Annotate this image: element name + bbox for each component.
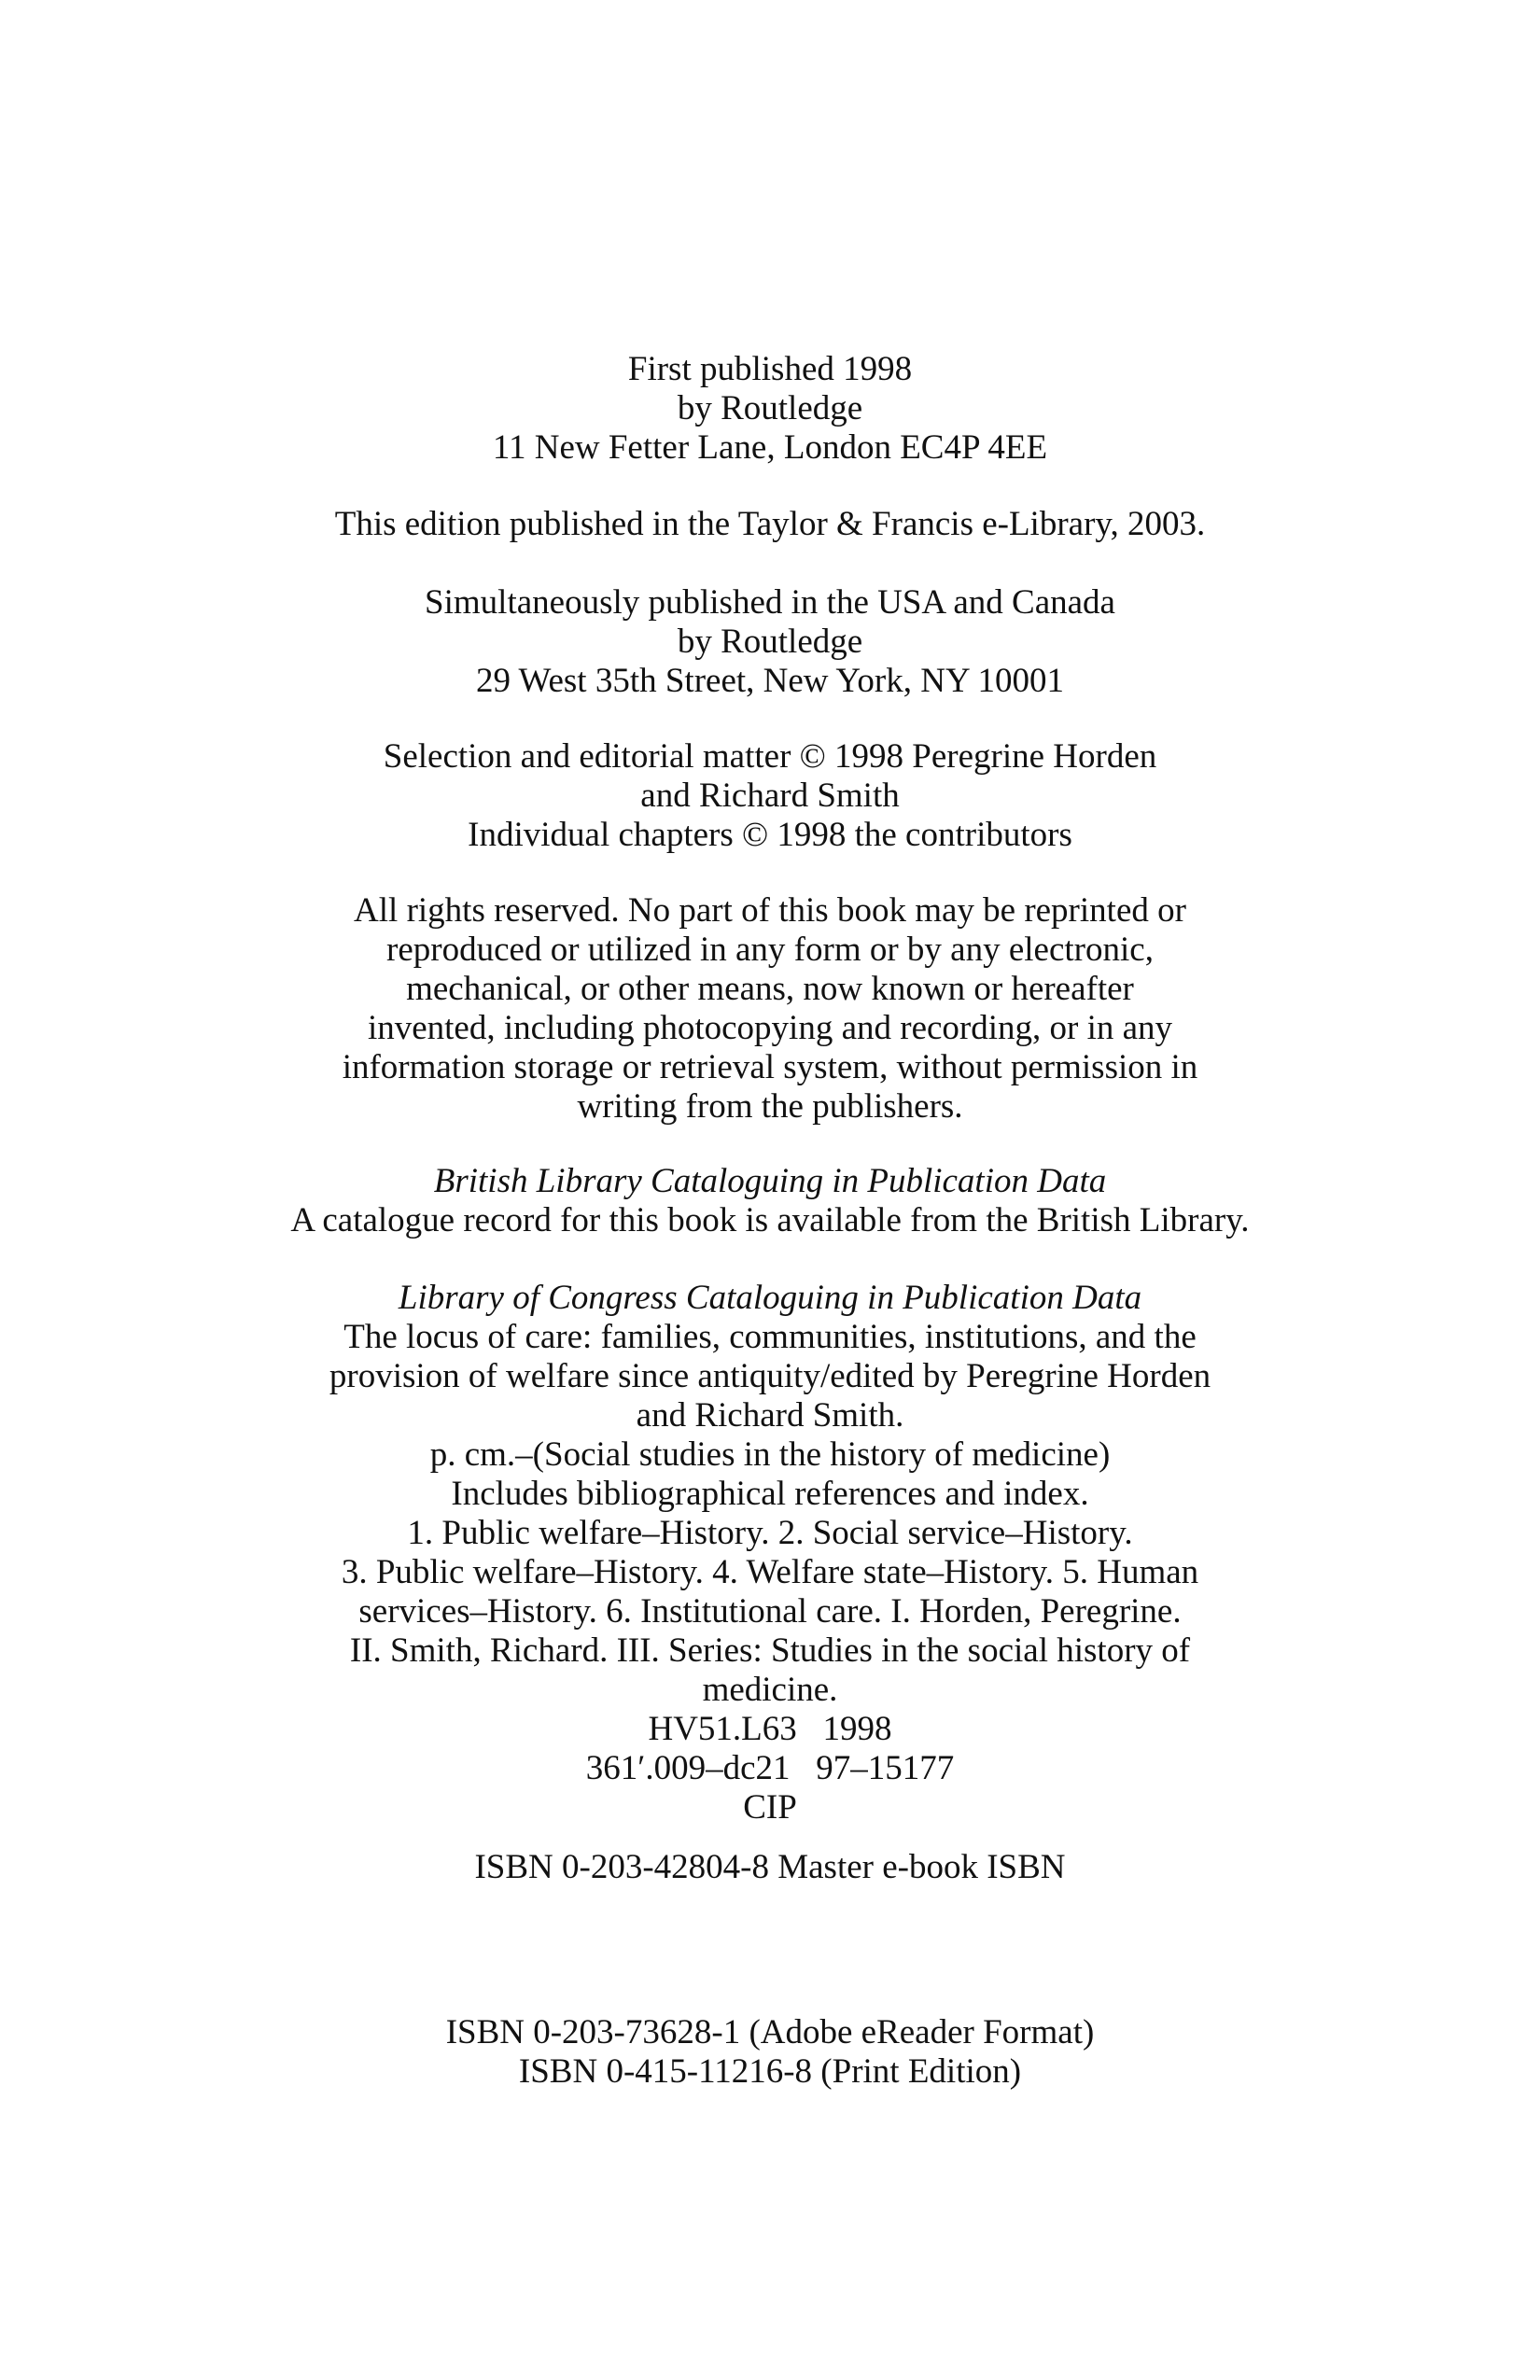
- cip-line: II. Smith, Richard. III. Series: Studies in the social history of: [349, 1631, 1191, 1670]
- cip-line: services–History. 6. Institutional care. I. Horden, Peregrine.: [358, 1592, 1182, 1631]
- isbn-master-block: [0, 1848, 1540, 1887]
- publisher-address-line: 11 New Fetter Lane, London EC4P 4EE: [492, 428, 1048, 467]
- rights-block: [0, 891, 1540, 1127]
- cip-line: 3. Public welfare–History. 4. Welfare state–History. 5. Human: [341, 1553, 1199, 1591]
- cip-label-line: CIP: [743, 1788, 797, 1827]
- publisher-line: by Routledge: [677, 389, 863, 427]
- library-of-congress-block: [0, 1279, 1540, 1827]
- first-published-line: First published 1998: [627, 350, 913, 388]
- simultaneous-publication-line: Simultaneously published in the USA and Canada: [425, 583, 1115, 622]
- cip-line: p. cm.–(Social studies in the history of medicine): [429, 1435, 1111, 1474]
- copyright-line: and Richard Smith: [640, 777, 900, 815]
- british-library-heading: British Library Cataloguing in Publication Data: [433, 1162, 1107, 1200]
- cip-line: medicine.: [702, 1671, 838, 1709]
- rights-line: mechanical, or other means, now known or hereafter: [406, 970, 1134, 1008]
- cip-line: and Richard Smith.: [636, 1396, 904, 1435]
- isbn-ereader-line: ISBN 0-203-73628-1 (Adobe eReader Format): [445, 2013, 1095, 2051]
- isbn-print-line: ISBN 0-415-11216-8 (Print Edition): [518, 2052, 1022, 2091]
- us-address-line: 29 West 35th Street, New York, NY 10001: [475, 662, 1065, 700]
- rights-line: invented, including photocopying and recording, or in any: [367, 1009, 1173, 1047]
- cip-line: The locus of care: families, communities, institutions, and the: [343, 1318, 1197, 1356]
- classification-line: 361′.009–dc21 97–15177: [585, 1749, 955, 1787]
- rights-line: All rights reserved. No part of this book may be reprinted or: [354, 891, 1186, 930]
- first-published-block: [0, 350, 1540, 468]
- rights-line: writing from the publishers.: [577, 1087, 963, 1126]
- isbn-master-line: ISBN 0-203-42804-8 Master e-book ISBN: [474, 1848, 1066, 1886]
- copyright-line: Selection and editorial matter © 1998 Peregrine Horden: [383, 737, 1157, 776]
- cip-line: provision of welfare since antiquity/edited by Peregrine Horden: [329, 1357, 1211, 1395]
- copyright-block: [0, 737, 1540, 855]
- library-of-congress-heading: Library of Congress Cataloguing in Publication Data: [398, 1279, 1142, 1317]
- edition-line: This edition published in the Taylor & Francis e-Library, 2003.: [334, 505, 1206, 543]
- usa-canada-block: [0, 583, 1540, 701]
- call-number-line: HV51.L63 1998: [648, 1710, 892, 1748]
- cip-line: Includes bibliographical references and index.: [451, 1475, 1089, 1513]
- us-publisher-line: by Routledge: [677, 623, 863, 661]
- british-library-line: A catalogue record for this book is available from the British Library.: [290, 1201, 1250, 1239]
- isbn-other-block: [0, 2013, 1540, 2092]
- british-library-block: [0, 1162, 1540, 1240]
- rights-line: information storage or retrieval system, without permission in: [342, 1048, 1198, 1086]
- edition-block: [0, 505, 1540, 544]
- cip-line: 1. Public welfare–History. 2. Social service–History.: [407, 1514, 1133, 1552]
- rights-line: reproduced or utilized in any form or by any electronic,: [386, 931, 1154, 969]
- copyright-line: Individual chapters © 1998 the contributors: [468, 816, 1072, 854]
